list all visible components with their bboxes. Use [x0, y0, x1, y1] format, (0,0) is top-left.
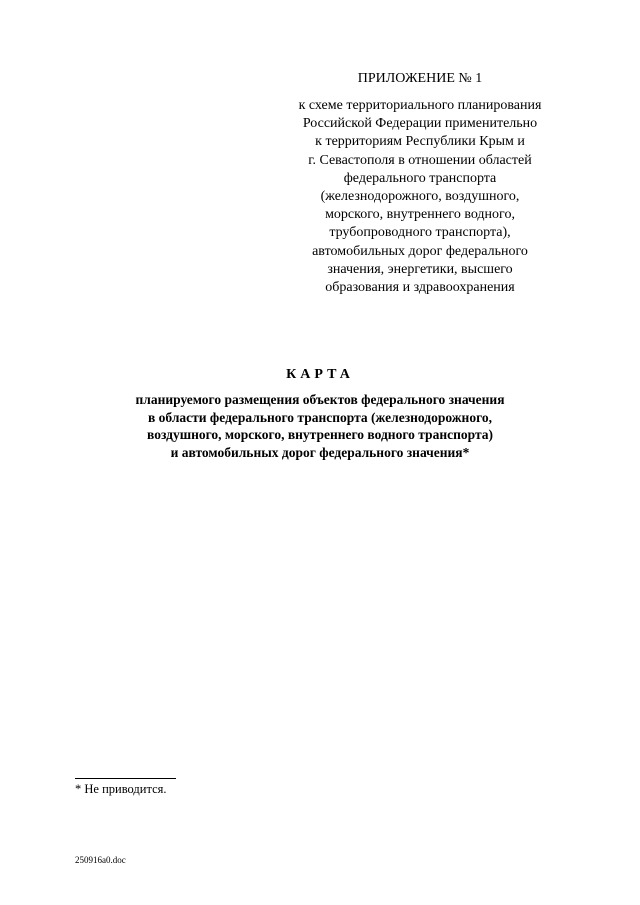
appendix-line: образования и здравоохранения [325, 280, 515, 296]
appendix-line: федерального транспорта [343, 170, 497, 186]
appendix-header [268, 70, 572, 297]
map-subtitle-line: и автомобильных дорог федерального значения* [170, 444, 470, 460]
footnote: * Не приводится. [75, 782, 167, 796]
map-subtitle-line: планируемого размещения объектов федерального значения [135, 392, 505, 407]
appendix-line: автомобильных дорог федерального [312, 243, 528, 259]
appendix-line: (железнодорожного, воздушного, [320, 189, 520, 205]
appendix-line: к территориям Республики Крым и [315, 134, 525, 150]
appendix-line: к схеме территориального планирования [298, 98, 542, 113]
map-subtitle-line: в области федерального транспорта (железнодорожного, [147, 409, 492, 425]
map-subtitle-line: воздушного, морского, внутреннего водного транспорта) [147, 427, 493, 442]
map-subtitle [0, 391, 640, 461]
appendix-line: г. Севастополя в отношении областей [308, 152, 532, 168]
document-file-id: 250916a0.doc [75, 855, 126, 865]
appendix-line: морского, внутреннего водного, [325, 207, 515, 223]
appendix-line: значения, энергетики, высшего [327, 261, 513, 277]
footnote-separator [75, 778, 176, 779]
appendix-line: трубопроводного транспорта), [329, 225, 511, 241]
appendix-line: Российской Федерации применительно [302, 116, 538, 132]
appendix-description [268, 97, 572, 297]
map-title: КАРТА [286, 367, 354, 382]
appendix-title: ПРИЛОЖЕНИЕ № 1 [357, 71, 483, 86]
